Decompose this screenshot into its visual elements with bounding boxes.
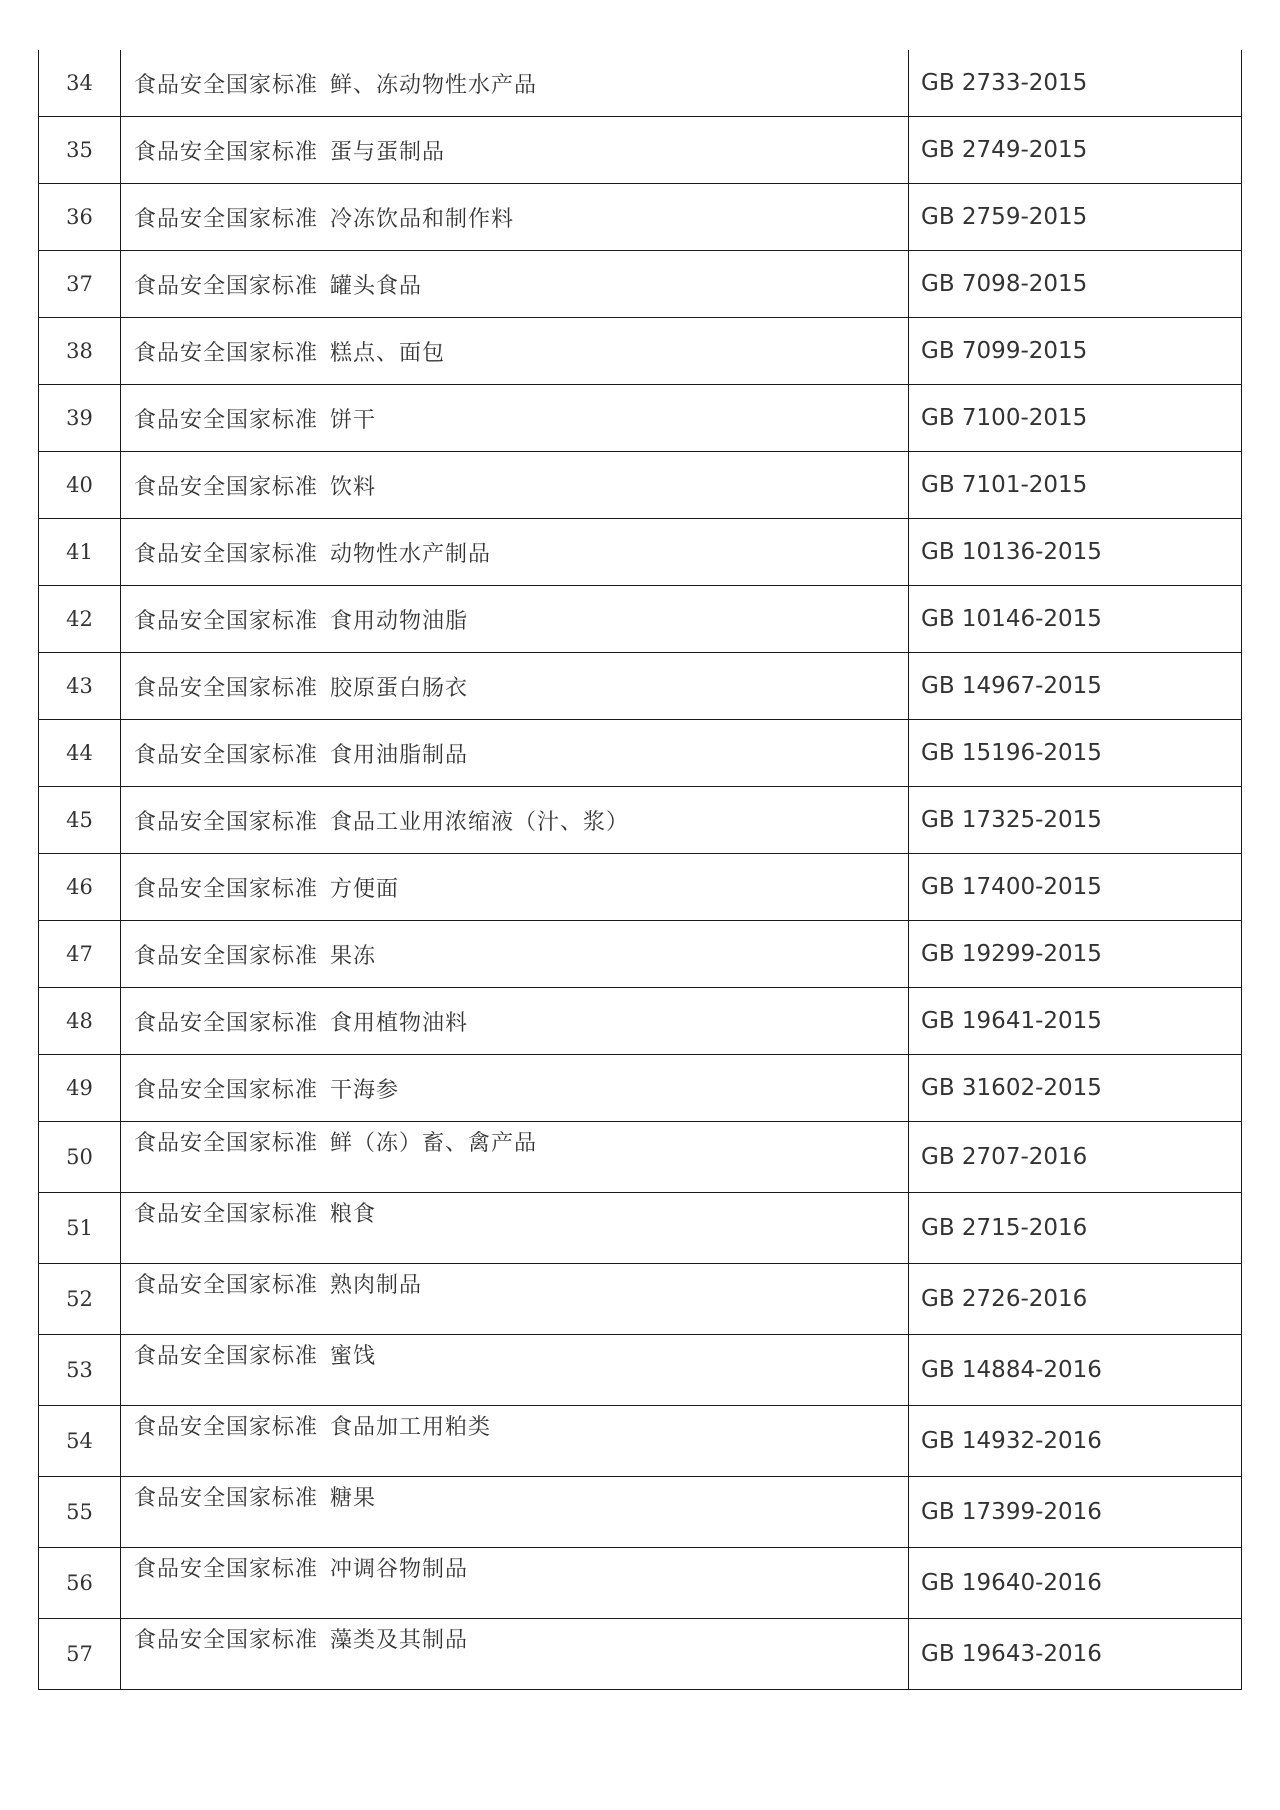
standard-code: GB 10146-2015 [909,586,1242,653]
table-row [39,385,1242,452]
standard-name-prefix: 食品安全国家标准 [134,1077,319,1103]
standard-name-title: 糕点、面包 [330,340,446,366]
standard-name-prefix: 食品安全国家标准 [134,1486,319,1511]
standard-code: GB 2759-2015 [909,184,1242,251]
standard-code: GB 19299-2015 [909,921,1242,988]
table-row [39,1406,1242,1477]
row-number: 37 [39,251,121,318]
standard-name-title: 粮食 [330,1202,377,1227]
row-number: 34 [39,50,121,117]
standard-name [121,1619,909,1690]
table-row [39,1193,1242,1264]
row-number: 51 [39,1193,121,1264]
standard-name-title: 蜜饯 [330,1344,377,1369]
standard-name [121,720,909,787]
table-row [39,117,1242,184]
standard-name [121,1055,909,1122]
row-number: 53 [39,1335,121,1406]
row-number: 40 [39,452,121,519]
standard-code: GB 19640-2016 [909,1548,1242,1619]
table-row [39,586,1242,653]
standard-name-prefix: 食品安全国家标准 [134,206,319,232]
row-number: 44 [39,720,121,787]
standard-name-title: 动物性水产制品 [330,541,492,567]
standard-name [121,586,909,653]
standard-name-title: 食品工业用浓缩液（汁、浆） [330,809,630,835]
standard-name-title: 胶原蛋白肠衣 [330,675,469,701]
row-number: 42 [39,586,121,653]
table-row [39,787,1242,854]
row-number: 39 [39,385,121,452]
row-number: 47 [39,921,121,988]
standard-code: GB 15196-2015 [909,720,1242,787]
standard-name-title: 鲜（冻）畜、禽产品 [330,1131,538,1156]
table-row [39,519,1242,586]
row-number: 46 [39,854,121,921]
table-row [39,184,1242,251]
table-row [39,1055,1242,1122]
standard-name [121,1122,909,1193]
standard-name-prefix: 食品安全国家标准 [134,72,319,98]
standard-name-title: 食用植物油料 [330,1010,469,1036]
standard-name-title: 鲜、冻动物性水产品 [330,72,538,98]
standard-name [121,653,909,720]
standard-name-prefix: 食品安全国家标准 [134,1010,319,1036]
standard-name [121,251,909,318]
table-row [39,1335,1242,1406]
standard-code: GB 14932-2016 [909,1406,1242,1477]
row-number: 38 [39,318,121,385]
standard-code: GB 2733-2015 [909,50,1242,117]
standard-name-title: 蛋与蛋制品 [330,139,446,165]
standard-name-title: 果冻 [330,943,377,969]
standard-code: GB 19641-2015 [909,988,1242,1055]
table-row [39,988,1242,1055]
table-row [39,251,1242,318]
standard-name [121,519,909,586]
standard-code: GB 31602-2015 [909,1055,1242,1122]
standard-name-prefix: 食品安全国家标准 [134,1557,319,1582]
standard-name [121,50,909,117]
row-number: 55 [39,1477,121,1548]
standard-name [121,385,909,452]
standard-name [121,318,909,385]
table-row [39,50,1242,117]
standard-code: GB 7101-2015 [909,452,1242,519]
standard-code: GB 2707-2016 [909,1122,1242,1193]
row-number: 57 [39,1619,121,1690]
standard-name [121,1193,909,1264]
standard-name-prefix: 食品安全国家标准 [134,1415,319,1440]
row-number: 41 [39,519,121,586]
standard-code: GB 7099-2015 [909,318,1242,385]
standard-name-prefix: 食品安全国家标准 [134,407,319,433]
row-number: 50 [39,1122,121,1193]
standard-name-title: 罐头食品 [330,273,423,299]
standards-table [38,50,1242,1690]
standard-name-title: 饮料 [330,474,377,500]
row-number: 56 [39,1548,121,1619]
standard-name-title: 熟肉制品 [330,1273,423,1298]
standard-name [121,787,909,854]
table-row [39,720,1242,787]
row-number: 48 [39,988,121,1055]
standard-name-prefix: 食品安全国家标准 [134,1273,319,1298]
row-number: 36 [39,184,121,251]
standard-code: GB 17325-2015 [909,787,1242,854]
standard-name-title: 干海参 [330,1077,400,1103]
row-number: 45 [39,787,121,854]
standard-code: GB 2715-2016 [909,1193,1242,1264]
standard-name-prefix: 食品安全国家标准 [134,809,319,835]
standard-name [121,117,909,184]
standard-name [121,1477,909,1548]
standard-name-prefix: 食品安全国家标准 [134,1628,319,1653]
standard-name-title: 食用动物油脂 [330,608,469,634]
standard-name [121,854,909,921]
standard-name-title: 冷冻饮品和制作料 [330,206,515,232]
standard-code: GB 14967-2015 [909,653,1242,720]
standard-name [121,921,909,988]
standard-code: GB 2749-2015 [909,117,1242,184]
standard-code: GB 17399-2016 [909,1477,1242,1548]
standard-name-prefix: 食品安全国家标准 [134,1202,319,1227]
standard-name [121,1335,909,1406]
standard-name-prefix: 食品安全国家标准 [134,1131,319,1156]
table-row [39,854,1242,921]
standard-name-title: 冲调谷物制品 [330,1557,469,1582]
standard-name-title: 食品加工用粕类 [330,1415,492,1440]
standard-name-prefix: 食品安全国家标准 [134,273,319,299]
table-row [39,653,1242,720]
row-number: 49 [39,1055,121,1122]
standard-code: GB 19643-2016 [909,1619,1242,1690]
row-number: 54 [39,1406,121,1477]
standard-name-title: 糖果 [330,1486,377,1511]
standard-name-prefix: 食品安全国家标准 [134,675,319,701]
standard-name-title: 方便面 [330,876,400,902]
standard-name [121,452,909,519]
table-row [39,452,1242,519]
table-body [39,50,1242,1690]
standard-name-prefix: 食品安全国家标准 [134,340,319,366]
standard-name [121,184,909,251]
standard-code: GB 2726-2016 [909,1264,1242,1335]
standard-code: GB 17400-2015 [909,854,1242,921]
standard-name [121,1406,909,1477]
standard-name-prefix: 食品安全国家标准 [134,876,319,902]
standard-name-prefix: 食品安全国家标准 [134,474,319,500]
standard-name-prefix: 食品安全国家标准 [134,139,319,165]
table-row [39,318,1242,385]
standard-name-title: 食用油脂制品 [330,742,469,768]
standard-code: GB 14884-2016 [909,1335,1242,1406]
standard-name-prefix: 食品安全国家标准 [134,1344,319,1369]
standard-code: GB 10136-2015 [909,519,1242,586]
standard-name-prefix: 食品安全国家标准 [134,742,319,768]
standard-code: GB 7098-2015 [909,251,1242,318]
table-row [39,921,1242,988]
standard-code: GB 7100-2015 [909,385,1242,452]
standard-name-prefix: 食品安全国家标准 [134,943,319,969]
standard-name-title: 藻类及其制品 [330,1628,469,1653]
standard-name [121,988,909,1055]
table-row [39,1477,1242,1548]
row-number: 43 [39,653,121,720]
standard-name-prefix: 食品安全国家标准 [134,541,319,567]
table-row [39,1122,1242,1193]
row-number: 35 [39,117,121,184]
row-number: 52 [39,1264,121,1335]
standard-name-prefix: 食品安全国家标准 [134,608,319,634]
table-row [39,1264,1242,1335]
table-row [39,1619,1242,1690]
standard-name [121,1548,909,1619]
table-row [39,1548,1242,1619]
standard-name [121,1264,909,1335]
standard-name-title: 饼干 [330,407,377,433]
